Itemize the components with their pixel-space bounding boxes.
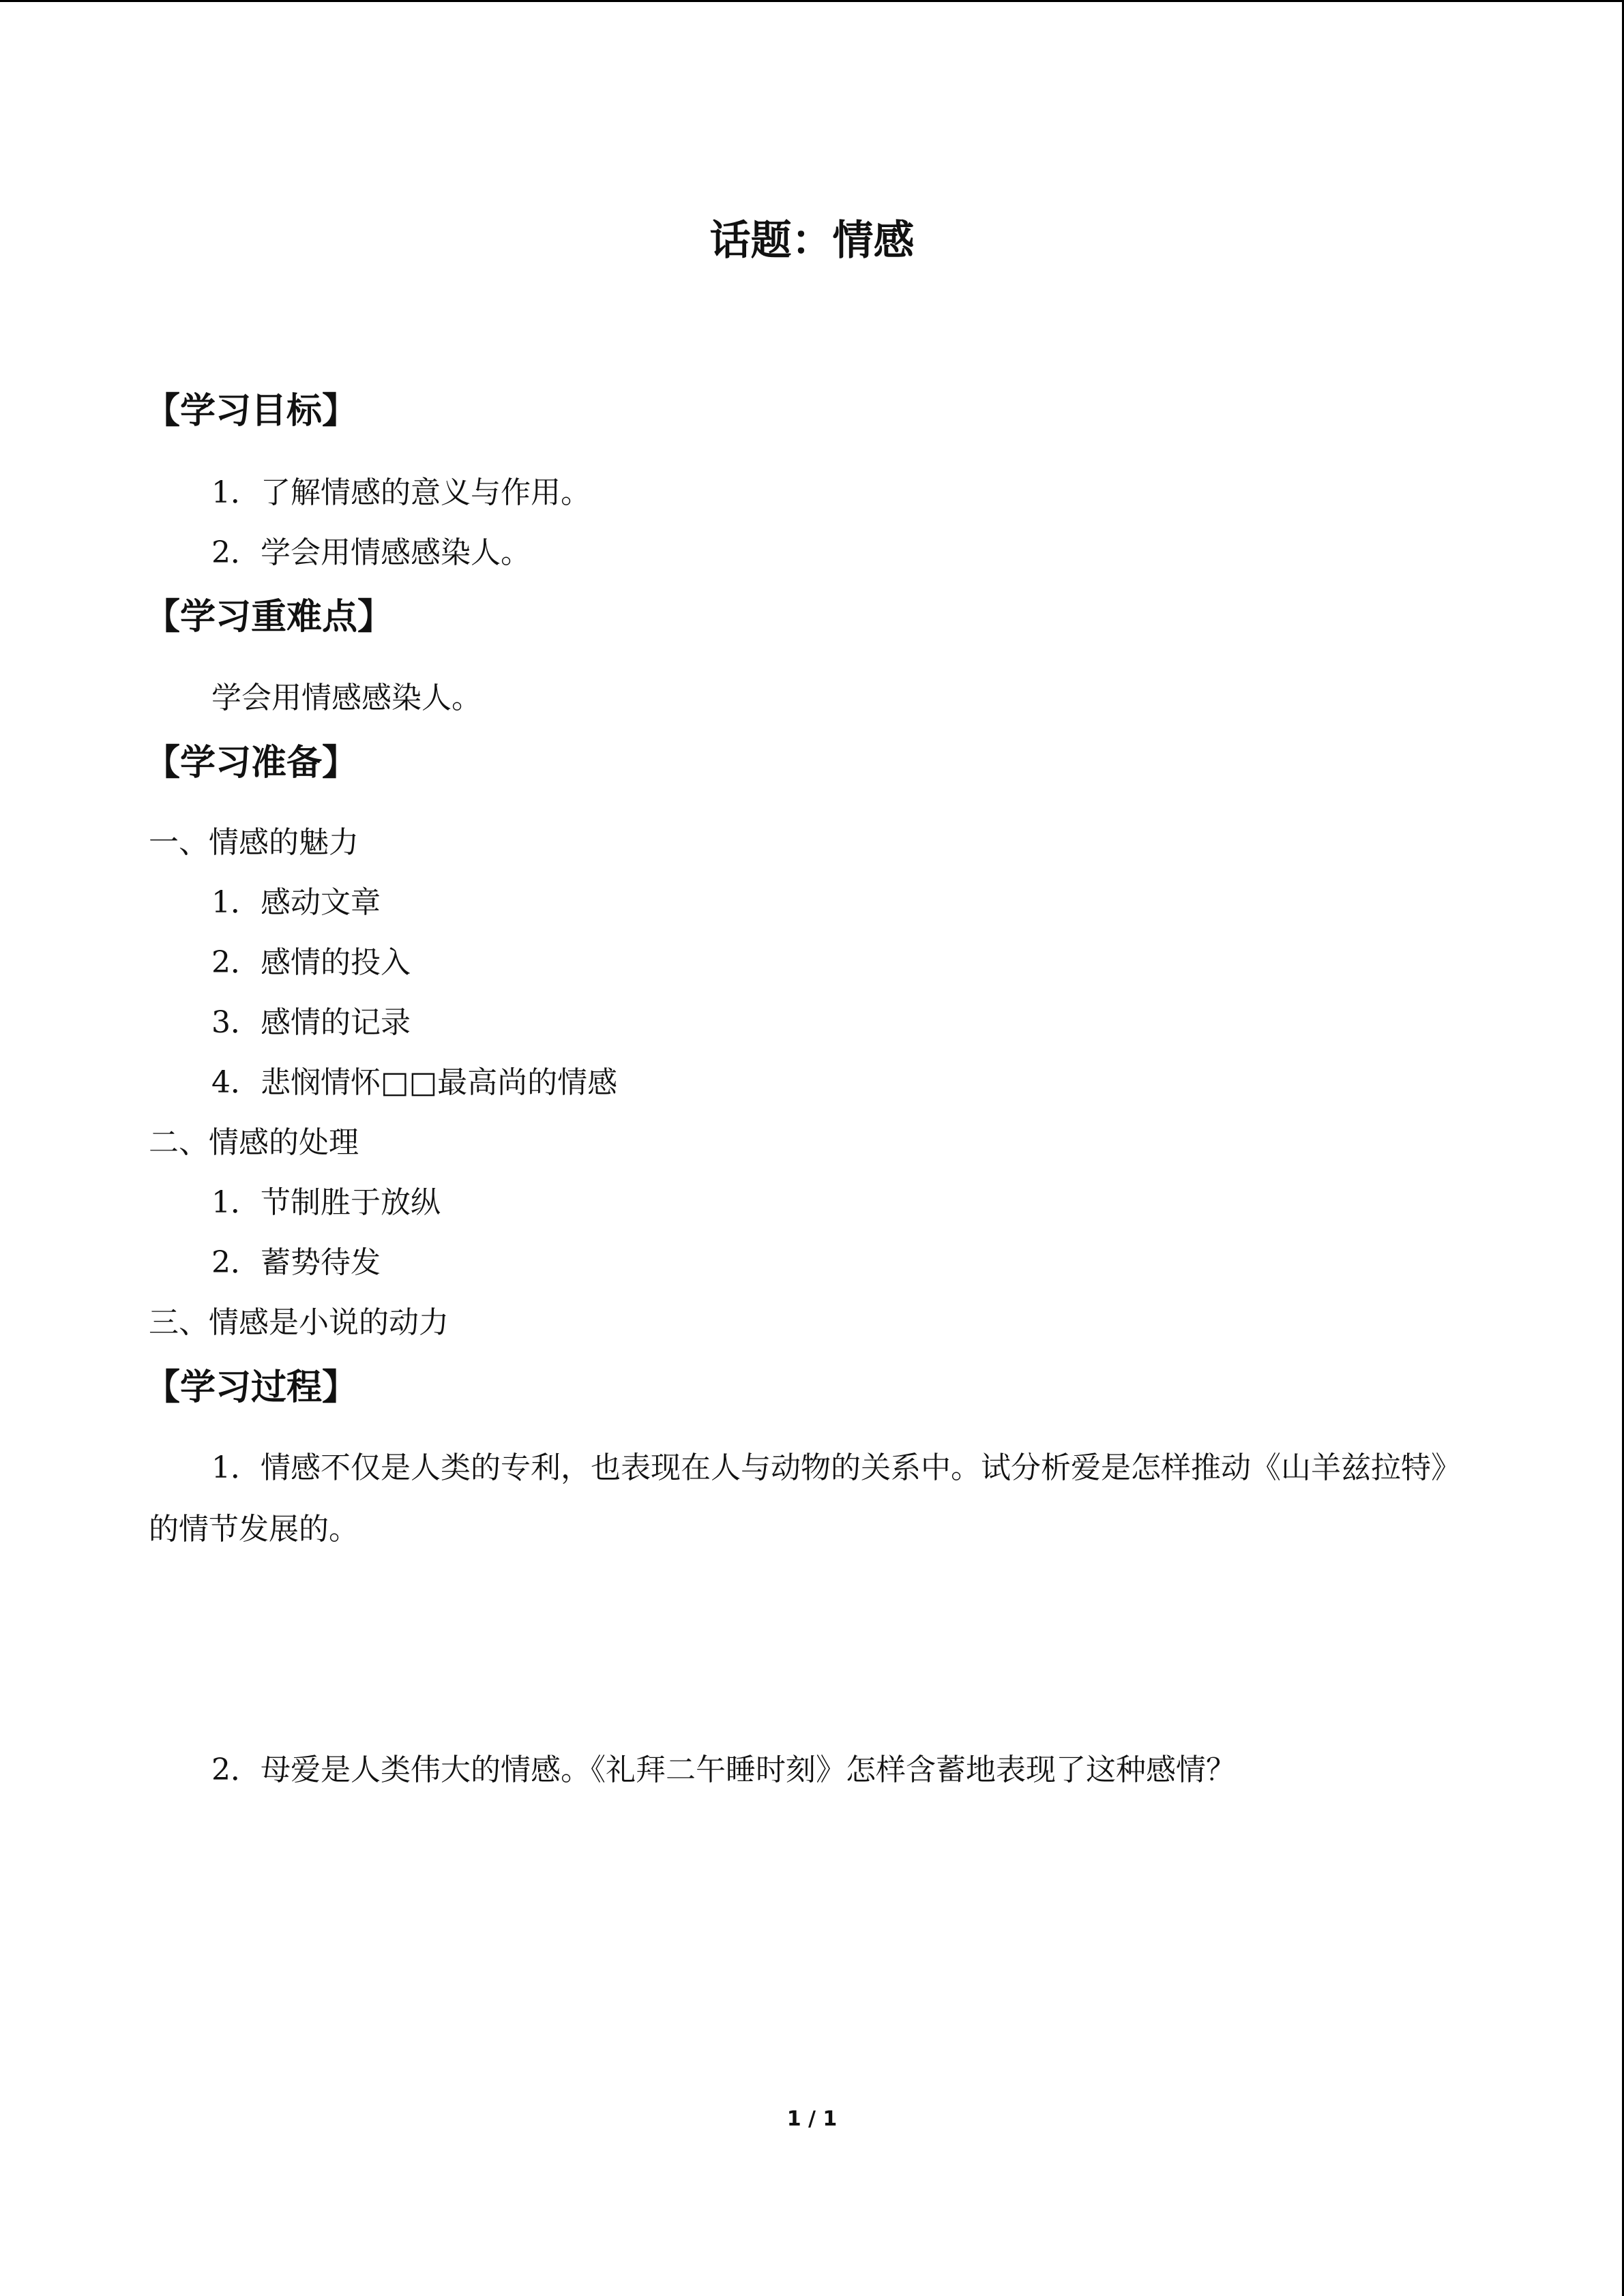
preparation-part-label: 二、情感的处理	[149, 1125, 359, 1160]
preparation-item: 3．感情的记录	[211, 1005, 411, 1040]
preparation-item: 4．悲悯情怀□□最高尚的情感	[211, 1065, 618, 1100]
preparation-item: 1．节制胜于放纵	[211, 1185, 441, 1220]
preparation-item: 2．蓄势待发	[211, 1245, 381, 1280]
goal-item: 2．学会用情感感染人。	[211, 535, 531, 570]
process-question: 1．情感不仅是人类的专利，也表现在人与动物的关系中。试分析爱是怎样推动《山羊兹拉特》的情节发展的。	[149, 1450, 1461, 1547]
section-heading-key-points: 【学习重难点】	[145, 597, 394, 638]
process-question: 2．母爱是人类伟大的情感。《礼拜二午睡时刻》怎样含蓄地表现了这种感情？	[211, 1753, 1236, 1787]
preparation-item: 1．感动文章	[211, 885, 381, 920]
page-number: 1 / 1	[786, 2107, 838, 2131]
preparation-part-label: 一、情感的魅力	[149, 825, 359, 860]
section-heading-goals: 【学习目标】	[145, 391, 358, 432]
preparation-item: 2．感情的投入	[211, 945, 411, 980]
preparation-part-label: 三、情感是小说的动力	[149, 1305, 449, 1340]
document-title: 话题：情感	[709, 217, 915, 265]
key-points-text: 学会用情感感染人。	[211, 681, 482, 715]
section-heading-preparation: 【学习准备】	[145, 743, 358, 784]
goal-item: 1．了解情感的意义与作用。	[211, 475, 591, 510]
section-heading-process: 【学习过程】	[145, 1367, 358, 1408]
